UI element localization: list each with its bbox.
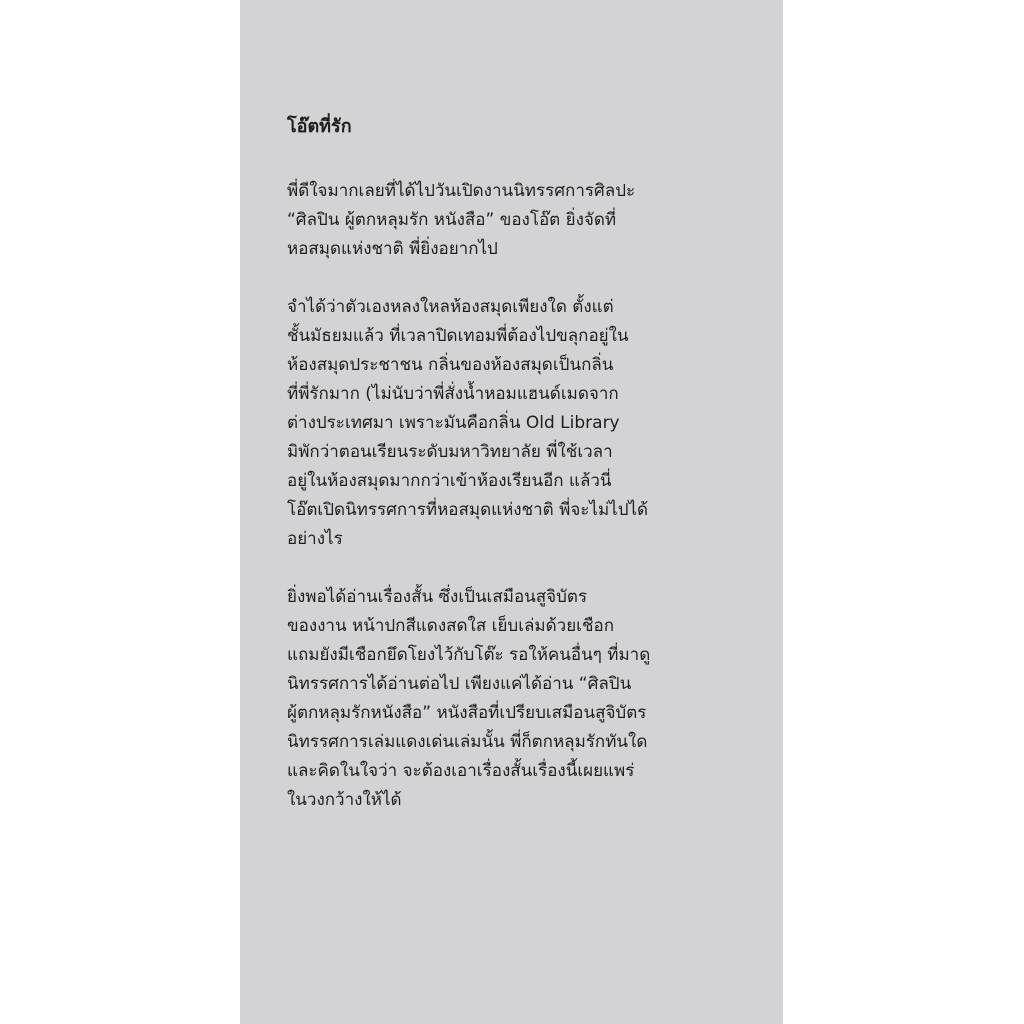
- paragraph-2: [287, 293, 757, 554]
- text-line: นิทรรศการได้อ่านต่อไป เพียงแค่ได้อ่าน “ศิลปิน: [287, 674, 632, 694]
- text-line: ต่างประเทศมา เพราะมันคือกลิ่น Old Library: [287, 413, 620, 433]
- text-line: ของงาน หน้าปกสีแดงสดใส เย็บเล่มด้วยเชือก: [287, 616, 615, 636]
- book-page: [240, 0, 783, 1024]
- text-line: ยิ่งพอได้อ่านเรื่องสั้น ซึ่งเป็นเสมือนสูจิบัตร: [287, 587, 588, 607]
- page-text: [287, 112, 757, 844]
- text-line: โอ๊ตเปิดนิทรรศการที่หอสมุดแห่งชาติ พี่จะไม่ไปได้: [287, 500, 649, 520]
- text-line: ห้องสมุดประชาชน กลิ่นของห้องสมุดเป็นกลิ่น: [287, 355, 614, 375]
- text-line: พี่ดีใจมากเลยที่ได้ไปวันเปิดงานนิทรรศการศิลปะ: [287, 181, 636, 201]
- text-line: ที่พี่รักมาก (ไม่นับว่าพี่สั่งน้ำหอมแฮนด์เมดจาก: [287, 384, 619, 404]
- page-heading: โอ๊ตที่รัก: [287, 116, 352, 137]
- text-line: ชั้นมัธยมแล้ว ที่เวลาปิดเทอมพี่ต้องไปขลุกอยู่ใน: [287, 326, 629, 346]
- text-line: นิทรรศการเล่มแดงเด่นเล่มนั้น พี่ก็ตกหลุมรักทันใด: [287, 732, 648, 752]
- text-line: “ศิลปิน ผู้ตกหลุมรัก หนังสือ” ของโอ๊ต ยิ่งจัดที่: [287, 210, 617, 230]
- text-line: แถมยังมีเชือกยึดโยงไว้กับโต๊ะ รอให้คนอื่นๆ ที่มาดู: [287, 645, 651, 665]
- text-line: อยู่ในห้องสมุดมากกว่าเข้าห้องเรียนอีก แล้วนี่: [287, 471, 612, 491]
- text-line: ผู้ตกหลุมรักหนังสือ” หนังสือที่เปรียบเสมือนสูจิบัตร: [287, 703, 647, 723]
- paragraph-1: [287, 177, 757, 264]
- text-line: มิพักว่าตอนเรียนระดับมหาวิทยาลัย พี่ใช้เวลา: [287, 442, 613, 462]
- text-line: จำได้ว่าตัวเองหลงใหลห้องสมุดเพียงใด ตั้งแต่: [287, 297, 614, 317]
- text-line: อย่างไร: [287, 529, 343, 549]
- text-line: ในวงกว้างให้ได้: [287, 790, 402, 810]
- paragraph-3: [287, 583, 757, 815]
- text-line: และคิดในใจว่า จะต้องเอาเรื่องสั้นเรื่องนี้เผยแพร่: [287, 761, 635, 781]
- text-line: หอสมุดแห่งชาติ พี่ยิ่งอยากไป: [287, 239, 498, 259]
